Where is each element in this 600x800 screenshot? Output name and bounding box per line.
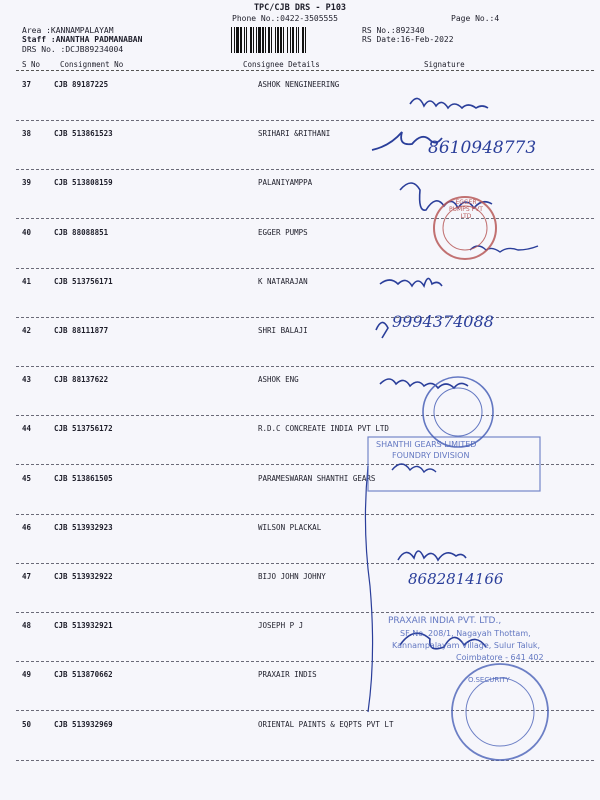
row-sno: 50	[22, 719, 32, 729]
row-consignment-no: CJB 513932923	[54, 522, 113, 532]
row-consignee: SHRI BALAJI	[258, 326, 308, 335]
col-header-sno: S No	[22, 60, 41, 69]
shanthi-stamp-line2: FOUNDRY DIVISION	[392, 451, 470, 460]
signature-44	[380, 379, 468, 388]
row-consignee: SRIHARI &RITHANI	[258, 129, 331, 139]
signature-37	[410, 98, 488, 108]
row-consignee: WILSON PLACKAL	[258, 522, 322, 532]
row-consignment-no: CJB 513756171	[54, 276, 113, 286]
signature-47-phone: 8682814166	[408, 570, 504, 588]
row-consignment-no: CJB 513756172	[54, 424, 113, 434]
row-consignee: K NATARAJAN	[258, 276, 308, 286]
col-header-consignee: Consignee Details	[243, 60, 320, 69]
row-consignment-no: CJB 513870662	[54, 670, 113, 680]
row-consignment-no: CJB 88111877	[54, 326, 109, 335]
praxair-stamp-line1: PRAXAIR INDIA PVT. LTD.,	[388, 616, 502, 626]
signature-41	[380, 278, 442, 286]
row-sno: 43	[22, 375, 32, 385]
signature-45	[392, 464, 436, 472]
row-sno: 39	[22, 178, 32, 188]
row-sno: 40	[22, 227, 32, 237]
phone-number: Phone No.:0422-3505555	[232, 14, 338, 23]
row-consignee: BIJO JOHN JOHNY	[258, 572, 326, 581]
row-consignee: ORIENTAL PAINTS & EQPTS PVT LT	[258, 719, 394, 729]
row-sno: 38	[22, 129, 32, 139]
row-consignment-no: CJB 513861505	[54, 473, 113, 483]
shanthi-stamp-line1: SHANTHI GEARS LIMITED	[376, 440, 477, 449]
row-sno: 37	[22, 80, 32, 89]
row-consignee: PARAMESWARAN SHANTHI GEARS	[258, 473, 376, 483]
row-consignment-no: CJB 88137622	[54, 375, 109, 385]
row-sno: 49	[22, 670, 32, 680]
signature-42	[376, 322, 388, 338]
row-sno: 41	[22, 276, 32, 286]
page-number: Page No.:4	[451, 14, 500, 23]
signature-47	[398, 551, 466, 560]
row-consignment-no: CJB 513808159	[54, 178, 113, 188]
signature-38-phone: 8610948773	[428, 138, 537, 158]
row-consignment-no: CJB 513932922	[54, 572, 113, 581]
signature-42-phone: 9994374088	[392, 312, 494, 331]
drs-number-field: DRS No. :DCJB89234004	[22, 45, 124, 54]
row-consignment-no: CJB 513932969	[54, 719, 113, 729]
area-field: Area :KANNAMPALAYAM	[22, 26, 114, 35]
praxair-stamp-line2: SF No. 208/1, Nagayah Thottam,	[400, 629, 531, 638]
row-consignment-no: CJB 89187225	[54, 80, 109, 89]
row-sno: 48	[22, 621, 32, 631]
row-sno: 42	[22, 326, 32, 335]
row-sno: 45	[22, 473, 32, 483]
signature-40	[470, 246, 538, 252]
row-consignment-no: CJB 513861523	[54, 129, 113, 139]
rs-number: RS No.:892340	[362, 26, 425, 35]
row-consignment-no: CJB 88088851	[54, 227, 109, 237]
row-sno: 46	[22, 522, 32, 532]
document-title: TPC/CJB DRS - P103	[253, 3, 347, 13]
row-sno: 47	[22, 572, 32, 581]
row-consignee: ASHOK NENGINEERING	[258, 80, 340, 89]
staff-field: Staff :ANANTHA PADMANABAN	[22, 35, 143, 44]
col-header-signature: Signature	[424, 60, 465, 69]
egger-stamp-text: EGGER PUMPS PVT LTD	[449, 199, 483, 220]
signature-line	[365, 466, 372, 712]
praxair-stamp-line4: Coimbatore - 641 402	[456, 653, 544, 662]
row-consignee: PALANIYAMPPA	[258, 178, 313, 188]
praxair-stamp-line3: Kannampalayam Village, Sulur Taluk,	[392, 641, 541, 650]
row-consignee: JOSEPH P J	[258, 621, 304, 631]
row-consignee: EGGER PUMPS	[258, 227, 308, 237]
row-sno: 44	[22, 424, 32, 434]
row-consignee: PRAXAIR INDIS	[258, 670, 317, 680]
row-consignee: ASHOK ENG	[258, 375, 299, 385]
oriental-stamp-text: O.SECURITY	[468, 676, 510, 684]
row-consignee: R.D.C CONCREATE INDIA PVT LTD	[258, 424, 389, 434]
rs-date: RS Date:16-Feb-2022	[362, 35, 454, 44]
col-header-consignment: Consignment No	[60, 60, 124, 69]
row-consignment-no: CJB 513932921	[54, 621, 113, 631]
